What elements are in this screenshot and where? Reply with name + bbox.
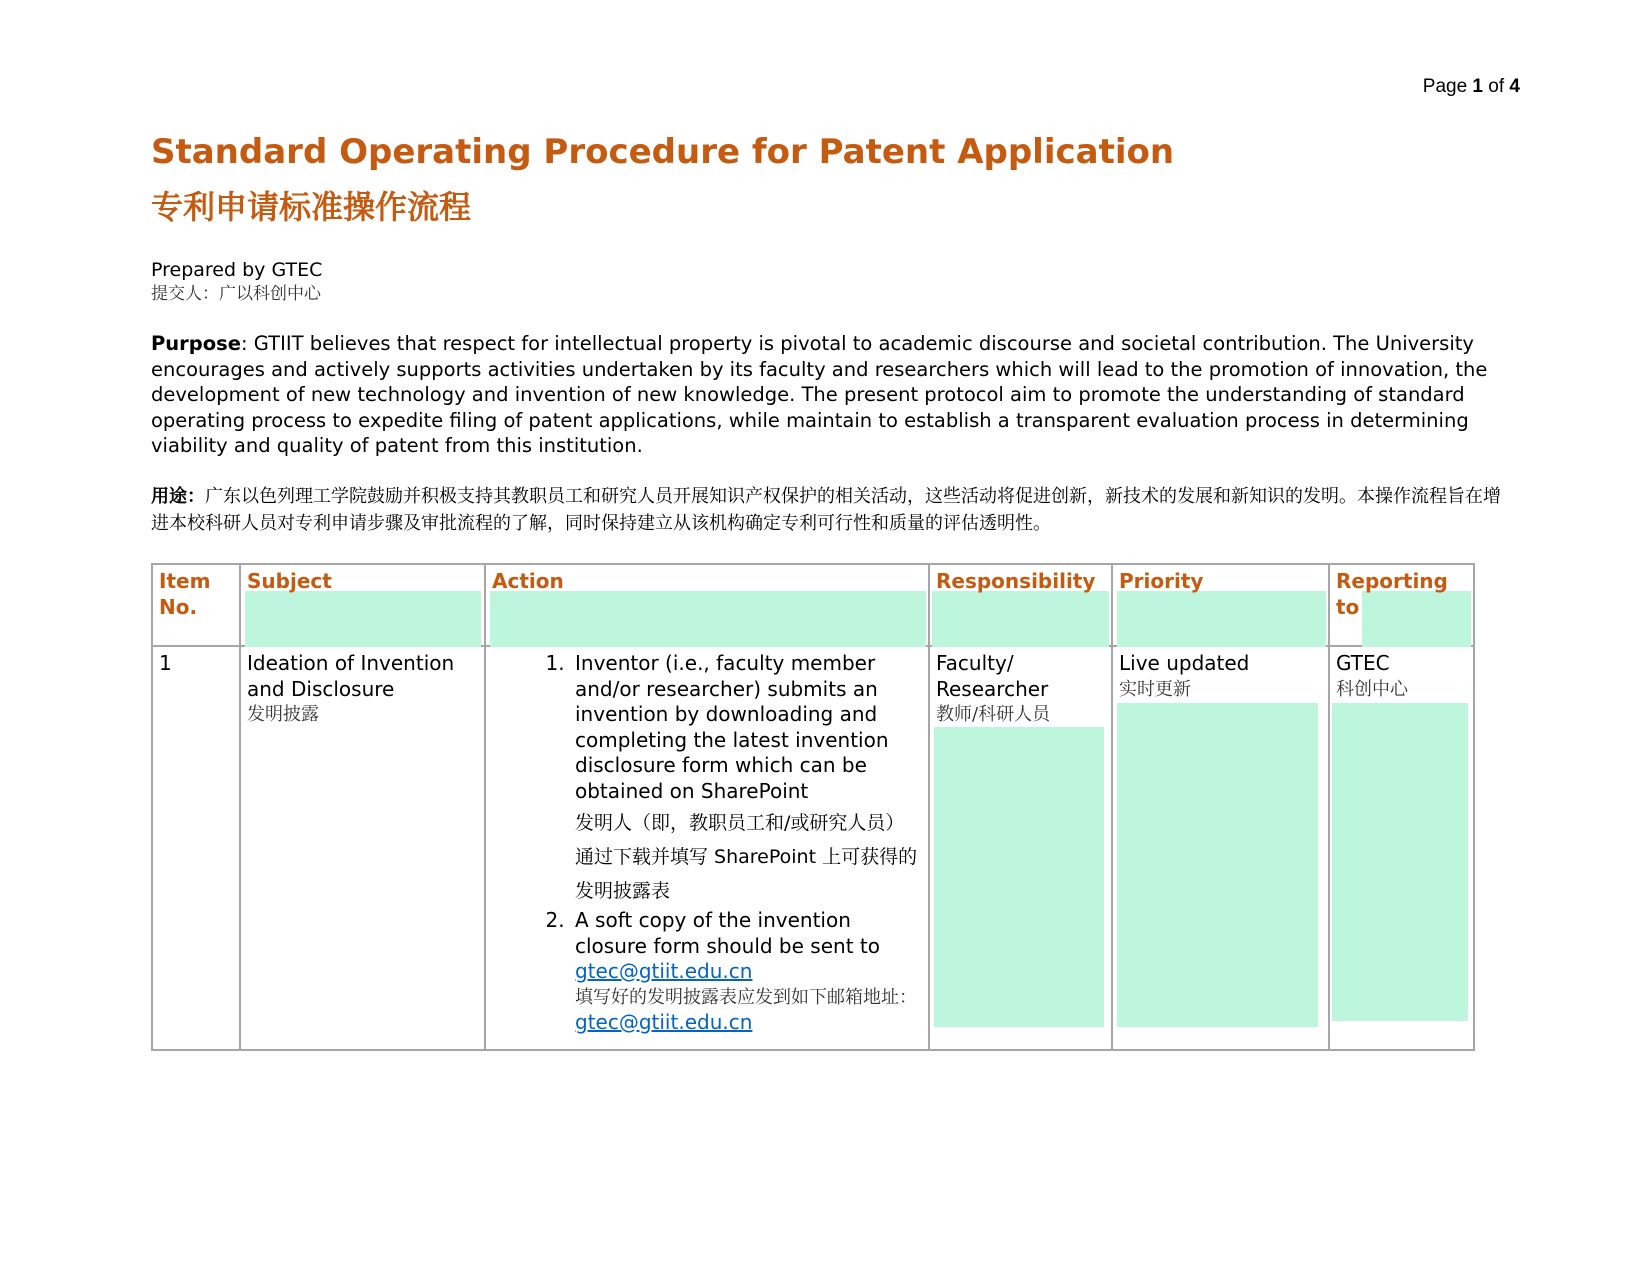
purpose-paragraph-cn <box>151 483 1511 537</box>
prepared-by: Prepared by GTEC <box>151 259 323 281</box>
action-list <box>492 651 922 1037</box>
purpose-text: : GTIIT believes that respect for intellectual property is pivotal to academic discourse and societal contribution. The University encourages and actively supports activities undertaken by its faculty and researchers which will lead to the promotion of innovation, the development of new technology and invention of new knowledge. The present protocol aim to promote the understanding of standard operating process to expedite filing of patent applications, while maintain to establish a transparent evaluation process in determining viability and quality of patent from this institution. <box>151 332 1488 457</box>
page-current: 1 <box>1472 76 1483 97</box>
reporting-text-cn: 科创中心 <box>1336 678 1408 700</box>
header-priority: Priority <box>1112 564 1329 646</box>
page-of: of <box>1488 76 1505 97</box>
action-item: 2. A soft copy of the invention closure form should be sent to gtec@gtiit.edu.cn 填写好的发明披露表应发到如下邮箱地址：gtec@gtiit.edu.cn <box>571 908 922 1037</box>
header-reporting-to: Reporting to <box>1329 564 1474 646</box>
responsibility-text: Faculty/ Researcher <box>936 651 1049 701</box>
action-item: 1. Inventor (i.e., faculty member and/or researcher) submits an invention by downloading and completing the latest invention disclosure form which can be obtained on SharePoint 发明人（即，教职员工和/或研究人员）通过下载并填写 SharePoint 上可获得的发明披露表 <box>571 651 922 908</box>
cell-reporting-to <box>1329 646 1474 1050</box>
header-responsibility: Responsibility <box>929 564 1112 646</box>
priority-text-cn: 实时更新 <box>1119 678 1191 700</box>
header-subject: Subject <box>240 564 485 646</box>
email-link[interactable]: gtec@gtiit.edu.cn <box>575 959 753 983</box>
subject-text: Ideation of Invention and Disclosure <box>247 651 455 701</box>
action-item-cn: 填写好的发明披露表应发到如下邮箱地址：gtec@gtiit.edu.cn <box>575 986 917 1034</box>
email-link-cn[interactable]: gtec@gtiit.edu.cn <box>575 1010 753 1034</box>
purpose-label: Purpose <box>151 332 241 355</box>
cell-action <box>485 646 929 1050</box>
purpose-paragraph <box>151 331 1511 459</box>
cell-responsibility <box>929 646 1112 1050</box>
purpose-text-cn: 广东以色列理工学院鼓励并积极支持其教职员工和研究人员开展知识产权保护的相关活动，这些活动将促进创新，新技术的发展和新知识的发明。本操作流程旨在增进本校科研人员对专利申请步骤及审批流程的了解，同时保持建立从该机构确定专利可行性和质量的评估透明性。 <box>151 486 1501 534</box>
prepared-by-block <box>151 258 322 306</box>
reporting-text: GTEC <box>1336 651 1390 675</box>
page-label: Page <box>1422 76 1468 97</box>
header-action: Action <box>485 564 929 646</box>
sop-table <box>151 563 1475 1051</box>
table-header-row <box>152 564 1474 646</box>
responsibility-text-cn: 教师/科研人员 <box>936 704 1051 725</box>
subject-text-cn: 发明披露 <box>247 704 319 725</box>
cell-priority <box>1112 646 1329 1050</box>
action-item-cn: 发明人（即，教职员工和/或研究人员）通过下载并填写 SharePoint 上可获得的发明披露表 <box>575 812 918 902</box>
header-item-no: Item No. <box>152 564 240 646</box>
cell-subject <box>240 646 485 1050</box>
document-title-cn: 专利申请标准操作流程 <box>151 188 472 226</box>
cell-item-no: 1 <box>152 646 240 1050</box>
page-number <box>1380 76 1520 98</box>
purpose-label-cn: 用途： <box>151 486 205 507</box>
prepared-by-cn: 提交人：广以科创中心 <box>151 284 321 304</box>
table-row <box>152 646 1474 1050</box>
priority-text: Live updated <box>1119 651 1250 675</box>
document-title: Standard Operating Procedure for Patent Application <box>151 132 1175 172</box>
page-total: 4 <box>1509 76 1520 97</box>
